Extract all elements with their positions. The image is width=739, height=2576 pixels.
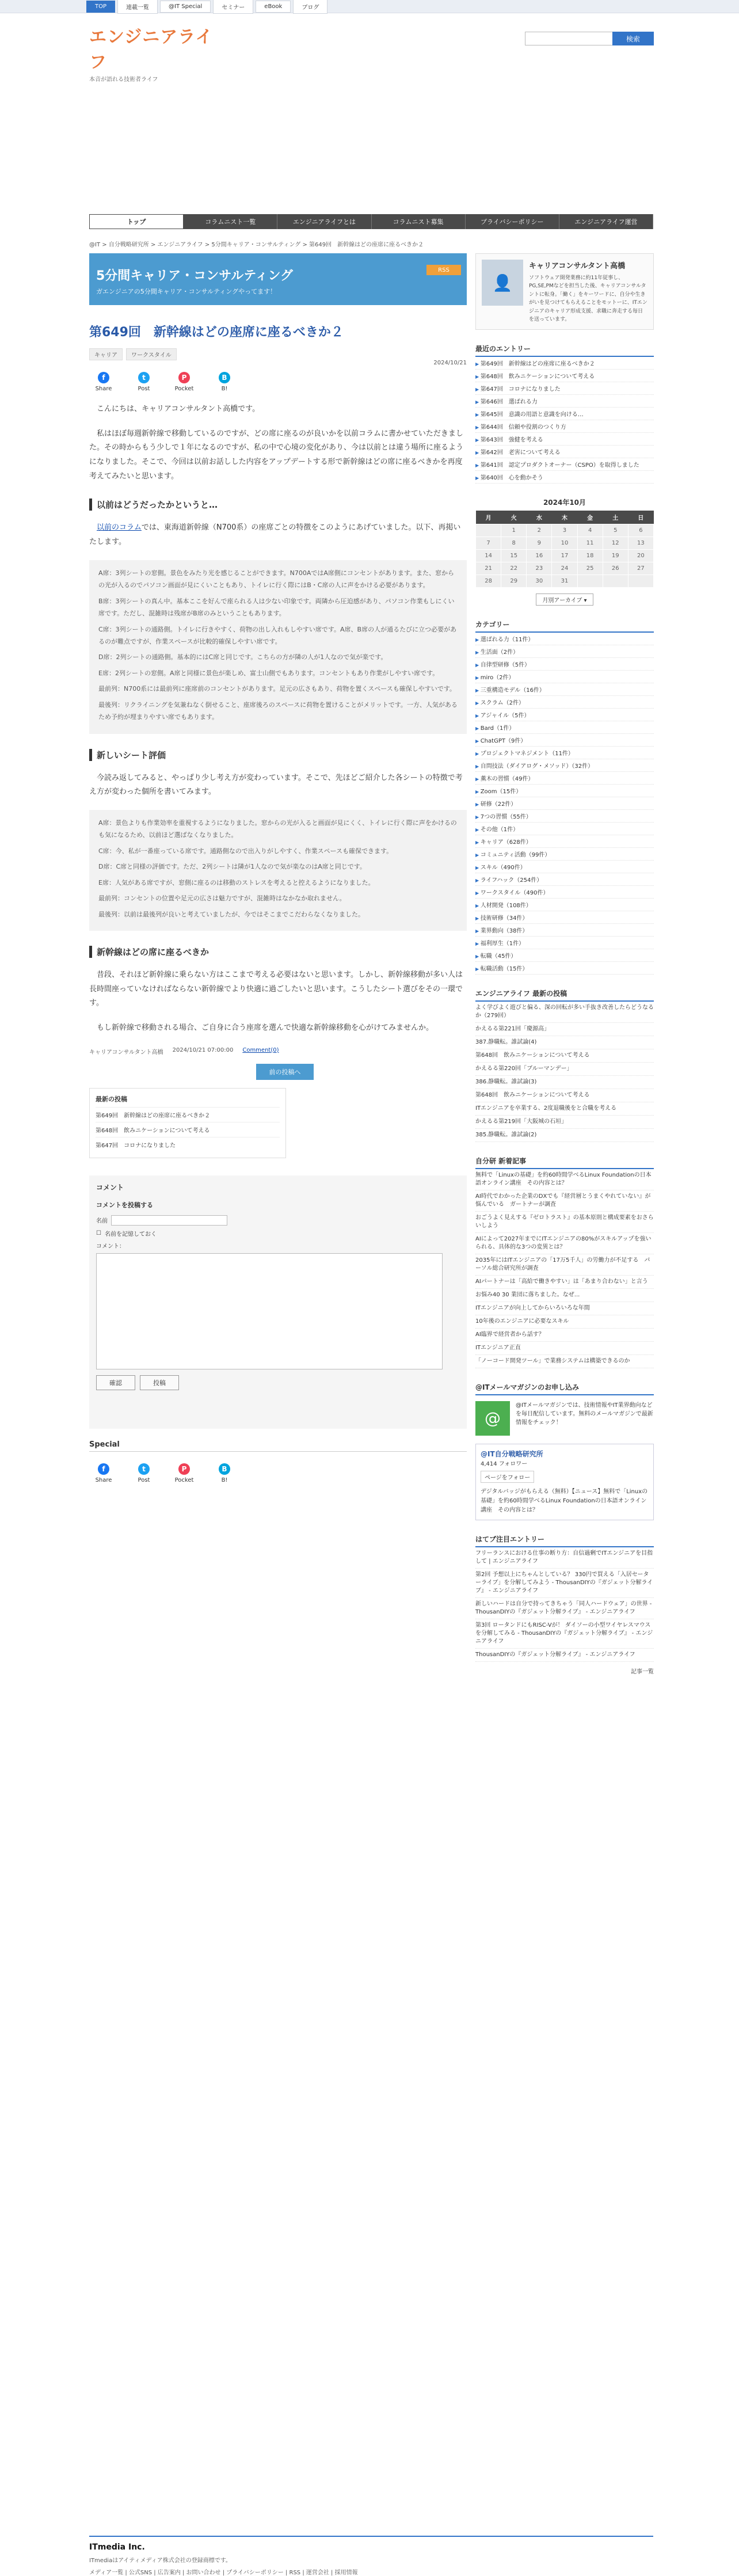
category-title: カテゴリー	[475, 619, 654, 633]
calendar-cell: 22	[501, 562, 527, 575]
article-paragraph: もし新幹線で移動される場合、ご自身に合う座席を選んで快適な新幹線移動を心がけてみませんか。	[97, 1023, 434, 1033]
latest-post-link[interactable]: 第648回 飲みニケーションについて考える	[475, 1089, 654, 1102]
recent-entry-link[interactable]: ▶ 第641回 認定プロダクトオーナー（CSPO）を取得しました	[475, 458, 654, 471]
new-articles-title: 自分研 新着記事	[475, 1156, 654, 1169]
footer-links[interactable]: メディア一覧 | 公式SNS | 広告案内 | お問い合わせ | プライバシーポリシー | RSS | 運営会社 | 採用情報	[89, 2570, 358, 2576]
pocket-share[interactable]	[170, 1463, 199, 1483]
category-link[interactable]: ▶ ライフハック（254件）	[475, 873, 654, 886]
category-link[interactable]: ▶ 技術研修（34件）	[475, 911, 654, 924]
calendar-cell	[577, 575, 603, 588]
category-link[interactable]: ▶ 業界動向（38件）	[475, 924, 654, 937]
meta-date: 2024/10/21 07:00:00	[172, 1047, 234, 1053]
hatena-entry-link[interactable]: 新しいハードは自分で持ってきちゃう「同人ハードウェア」の世界 - ThousanDIYの『ガジェット分解ライブ』 - エンジニアライフ	[475, 1598, 654, 1619]
article-tags	[89, 348, 467, 360]
fb-followers: 4,414 フォロワー	[481, 1461, 528, 1468]
remember-row	[96, 1229, 460, 1238]
fb-follow-button[interactable]: ページをフォロー	[481, 1471, 534, 1483]
x-share[interactable]	[129, 372, 158, 392]
calendar-cell	[476, 524, 501, 537]
seat-evaluation: A席：景色よりも作業効率を重視するようになりました。窓からの光が入ると画面が見にくく、トイレに行く際に声をかけるのも気になるため、以前ほど選ばなくなりました。	[98, 819, 457, 839]
hatena-share[interactable]	[210, 372, 239, 392]
article-meta	[89, 1047, 467, 1056]
seat-description: B席：3列シートの真ん中。基本ここを好んで座られる人は少ない印象です。両隣から圧迫感があり、パソコン作業もしにくい席です。ただし、混雑時は残席がB席のみということもあります。	[98, 597, 455, 618]
category-link[interactable]: ▶ 自問技法（ダイアログ・メソッド）（32件）	[475, 759, 654, 772]
x-share-label: Post	[138, 386, 150, 392]
mail-icon: @	[475, 1401, 510, 1436]
column-banner	[89, 253, 467, 305]
top-nav-item-series[interactable]: 連載一覧	[117, 0, 158, 14]
seat-evaluation: 最後列：以前は最後列が良いと考えていましたが、今ではそこまでこだわらなくなりました。	[98, 910, 364, 918]
hatena-icon: B	[219, 1463, 230, 1475]
calendar-cell: 31	[552, 575, 577, 588]
seat-description: C席：3列シートの通路側。トイレに行きやすく、荷物の出し入れもしやすい席です。A席、B席の人が通るたびに立つ必要があるのが難点ですが、作業スペースが比較的確保しやすい席です。	[98, 625, 457, 645]
section-heading: 以前はどうだったかというと…	[89, 499, 467, 511]
pocket-share[interactable]	[170, 372, 199, 392]
top-nav-bar	[0, 0, 739, 13]
chevron-down-icon: ▾	[584, 598, 587, 604]
new-article-link[interactable]: 「ノーコード開発ツール」で業務システムは構築できるのか	[475, 1355, 654, 1368]
tag-workstyle[interactable]: ワークスタイル	[126, 348, 177, 360]
hatena-share[interactable]	[210, 1463, 239, 1483]
fb-page-name[interactable]: @IT自分戦略研究所	[481, 1450, 543, 1459]
seat-evaluation: 最前列：コンセントの位置や足元の広さは魅力ですが、混雑時はなかなか取れません。	[98, 895, 346, 903]
mail-magazine-box[interactable]	[475, 1401, 654, 1436]
category-link[interactable]: ▶ スクラム（2件）	[475, 696, 654, 709]
global-nav	[89, 214, 653, 229]
calendar-table	[475, 511, 654, 588]
category-link[interactable]: ▶ 生活面（2件）	[475, 645, 654, 658]
x-icon: t	[138, 372, 150, 383]
hatena-entry-link[interactable]: 第3回 ロータンドにもRISC-Vが！ ダイソーの小型ワイヤレスマウスを分解してみる - ThousanDIYの『ガジェット分解ライブ』 - エンジニアライフ	[475, 1619, 654, 1649]
recent-entry-link[interactable]: ▶ 第646回 選ばれる力	[475, 395, 654, 408]
calendar-cell: 8	[501, 537, 527, 550]
tag-career[interactable]: キャリア	[89, 348, 123, 360]
gnav-item-operation[interactable]: エンジニアライフ運営	[559, 214, 653, 229]
sidebar	[475, 253, 654, 1675]
new-article-link[interactable]: ITエンジニアが向上してからいろいろな年間	[475, 1302, 654, 1315]
calendar-cell: 15	[501, 550, 527, 562]
banner-title[interactable]: 5分間キャリア・コンサルティング	[96, 269, 294, 283]
hatena-entry-link[interactable]: 第2回 予想以上にちゃんとしている？ 330円で買える「入居セーターライブ」を分解してみよう - ThousanDIYの『ガジェット分解ライブ』 - エンジニアライフ	[475, 1569, 654, 1598]
comment-label: コメント：	[96, 1243, 125, 1250]
confirm-button[interactable]: 確認	[96, 1375, 135, 1390]
category-link[interactable]: ▶ ワークスタイル（490件）	[475, 886, 654, 899]
new-article-link[interactable]: AIパートナーは「高給で働きやすい」は「あまり合わない」と言う	[475, 1276, 654, 1289]
calendar-cell: 3	[552, 524, 577, 537]
calendar-cell: 25	[577, 562, 603, 575]
gnav-item-top[interactable]: トップ	[89, 214, 184, 229]
new-article-link[interactable]: AIによって2027年までにITエンジニアの80%がスキルアップを強いられる、具体的な3つの変異とは？	[475, 1233, 654, 1254]
section-heading: 新幹線はどの席に座るべきか	[89, 946, 467, 958]
special-heading: Special	[89, 1440, 467, 1452]
calendar-cell	[603, 575, 628, 588]
calendar-cell: 12	[603, 537, 628, 550]
calendar-cell: 11	[577, 537, 603, 550]
calendar-cell: 24	[552, 562, 577, 575]
article-paragraph: 今読み返してみると、やっぱり少し考え方が変わっています。そこで、先ほどご紹介した各シートの特徴で考え方が変わった個所を書いてみます。	[89, 773, 463, 797]
latest-post-link[interactable]: 385.静職転。誰試論(2)	[475, 1129, 654, 1142]
calendar-cell: 18	[577, 550, 603, 562]
author-avatar: 👤	[482, 260, 523, 306]
new-article-link[interactable]: 無料で「Linuxの基礎」を約60時間学べるLinux Foundationの日本語オンライン講座 その内容とは？	[475, 1169, 654, 1190]
hatena-entry-link[interactable]: ThousanDIYの『ガジェット分解ライブ』 - エンジニアライフ	[475, 1649, 654, 1662]
remember-label: 名前を記憶しておく	[104, 1231, 157, 1238]
hatena-hot-title: はてブ注目エントリー	[475, 1534, 654, 1547]
article-paragraph: こんにちは、キャリアコンサルタント高橋です。	[97, 405, 260, 413]
recent-post-link[interactable]: 第648回 飲みニケーションについて考える	[96, 1122, 280, 1137]
top-nav-item-blog[interactable]: ブログ	[293, 0, 327, 14]
calendar	[475, 497, 654, 606]
comment-section	[89, 1175, 467, 1429]
facebook-icon: f	[98, 372, 109, 383]
latest-post-link[interactable]: よく学びよく遊びと偏る、深の回転が多い手抜き改善したらどうなるか（279回）	[475, 1002, 654, 1023]
category-link[interactable]: ▶ 人材開発（108件）	[475, 899, 654, 911]
calendar-cell: 26	[603, 562, 628, 575]
new-article-link[interactable]: AI臨界で経営者から話す？	[475, 1329, 654, 1342]
main-content	[89, 253, 467, 1483]
category-link[interactable]: ▶ 転職（45件）	[475, 949, 654, 962]
hatena-icon: B	[219, 372, 230, 383]
post-button[interactable]: 投稿	[140, 1375, 179, 1390]
remember-checkbox[interactable]: ☐	[96, 1230, 101, 1236]
category-link[interactable]: ▶ プロジェクトマネジメント（11件）	[475, 747, 654, 759]
latest-posts-title: エンジニアライフ 最新の投稿	[475, 988, 654, 1002]
facebook-widget	[475, 1444, 654, 1520]
facebook-share-label: Share	[95, 386, 112, 392]
comment-form-title: コメントを投稿する	[96, 1201, 153, 1209]
paragraph-text: では、東海道新幹線（N700系）の座席ごとの特徴をこのようにあげていました。以下、再掲いたします。	[89, 523, 461, 547]
x-share[interactable]	[129, 1463, 158, 1483]
gnav-item-columnists[interactable]: コラムニスト一覧	[184, 214, 277, 229]
archive-select-label: 月別アーカイブ	[542, 598, 582, 604]
calendar-day-header: 日	[628, 511, 653, 524]
recent-entry-link[interactable]: ▶ 第640回 心を動かそう	[475, 471, 654, 484]
recent-entry-link[interactable]: ▶ 第647回 コロナになりました	[475, 382, 654, 395]
category-link[interactable]: ▶ 7つの習慣（55件）	[475, 810, 654, 823]
category-link[interactable]: ▶ miro（2件）	[475, 671, 654, 683]
latest-post-link[interactable]: かえるる第219回「大阪城の石垣」	[475, 1116, 654, 1129]
facebook-share-label: Share	[95, 1477, 112, 1483]
recent-post-link[interactable]: 第647回 コロナになりました	[96, 1137, 280, 1152]
calendar-cell[interactable]: 21	[476, 562, 501, 575]
calendar-cell: 1	[501, 524, 527, 537]
category-link[interactable]: ▶ キャリア（628件）	[475, 835, 654, 848]
archive-select[interactable]	[536, 593, 593, 606]
category-link[interactable]: ▶ 研修（22件）	[475, 797, 654, 810]
recent-posts-title: 最新の投稿	[96, 1095, 127, 1103]
section-heading: 新しいシート評価	[89, 749, 467, 761]
new-article-link[interactable]: お悩み40 30 業団に落ちました。なぜ...	[475, 1289, 654, 1302]
site-header	[0, 13, 739, 83]
latest-post-link[interactable]: かえるる第220回「ブルーマンデー」	[475, 1063, 654, 1076]
banner-subtitle: ガエンジニアの5分間キャリア・コンサルティングやってます！	[96, 288, 277, 295]
pocket-icon: P	[178, 1463, 190, 1475]
footer-brand[interactable]: ITmedia Inc.	[89, 2543, 145, 2552]
facebook-share[interactable]	[89, 372, 118, 392]
calendar-day-header: 金	[577, 511, 603, 524]
new-article-link[interactable]: 2035年にはITエンジニアの「17万5千人」の労働力が不足する パーソル総合研究所が調査	[475, 1254, 654, 1276]
hatena-share-label: B!	[221, 1477, 228, 1483]
calendar-day-header: 木	[552, 511, 577, 524]
category-link[interactable]: ▶ 選ばれる力（11件）	[475, 633, 654, 645]
category-link[interactable]: ▶ 自律型研修（5件）	[475, 658, 654, 671]
category-link[interactable]: ▶ Bard（1件）	[475, 721, 654, 734]
author-description: ソフトウェア開発業務に約11年従事し、PG,SE,PMなどを担当した後、キャリアコンサルタントに転身。「働く」をキーワードに、自分や生きがいを見つけてもらえることをモットーに、ITエンジニアのキャリア形成支援、求職に奔走する毎日を送っています。	[529, 275, 647, 322]
calendar-cell: 19	[603, 550, 628, 562]
seat-description: D席：2列シートの通路側。基本的にはC席と同じです。こちらの方が隣の人が1人なので気が楽です。	[98, 653, 387, 661]
gnav-item-about[interactable]: エンジニアライフとは	[277, 214, 371, 229]
x-share-label: Post	[138, 1477, 150, 1483]
calendar-cell: 6	[628, 524, 653, 537]
calendar-cell: 20	[628, 550, 653, 562]
new-article-link[interactable]: 10年後のエンジニアに必要なスキル	[475, 1315, 654, 1329]
category-link[interactable]: ▶ その他（1件）	[475, 823, 654, 835]
share-bar	[89, 372, 467, 392]
article-title: 第649回 新幹線はどの座席に座るべきか２	[89, 325, 344, 340]
calendar-title: 2024年10月	[543, 499, 586, 507]
new-article-link[interactable]: おごうよく見えする『ゼロトラスト』の基本原則と構成要素をおさらいしよう	[475, 1212, 654, 1233]
latest-post-link[interactable]: ITエンジニアを卒業する、2度退職後をと合職を考える	[475, 1102, 654, 1116]
new-article-link[interactable]: AI時代でわかった企業のDXでも『経営層とうまくやれていない』が悩んでいる ガートナーが調査	[475, 1190, 654, 1212]
latest-post-link[interactable]: かえるる第221回「慶源高」	[475, 1023, 654, 1036]
comment-textarea[interactable]	[96, 1253, 443, 1369]
calendar-cell: 9	[527, 537, 552, 550]
calendar-cell: 7	[476, 537, 501, 550]
calendar-day-header: 土	[603, 511, 628, 524]
fb-post-text: デジタルバッジがもらえる（無料）【ニュース】無料で「Linuxの基礎」を約60時間学べるLinux Foundationの日本語オンライン講座 その内容とは？	[481, 1489, 648, 1514]
top-nav-item-top[interactable]: TOP	[86, 1, 115, 13]
logo-tagline: 本音が語れる技術者ライフ	[89, 77, 158, 83]
logo-brand: エンジニアライフ	[89, 27, 214, 73]
gnav-item-privacy[interactable]: プライバシーポリシー	[466, 214, 559, 229]
breadcrumb[interactable]: @IT > 自分戦略研究所 > エンジニアライフ > 5分間キャリア・コンサルティング > 第649回 新幹線はどの座席に座るべきか２	[89, 242, 424, 248]
latest-post-link[interactable]: 386.静職転。誰試論(3)	[475, 1076, 654, 1089]
rss-button[interactable]: RSS	[426, 265, 461, 275]
recent-entries-title: 最近のエントリー	[475, 344, 654, 357]
calendar-day-header: 水	[527, 511, 552, 524]
seat-evaluation: D席：C席と同様の評価です。ただ、2列シートは隣が1人なので気が楽なのはA席と同じです。	[98, 863, 366, 871]
name-label: 名前	[96, 1218, 108, 1225]
recent-entry-link[interactable]: ▶ 第644回 信頼や役割のつくり方	[475, 420, 654, 433]
calendar-cell: 16	[527, 550, 552, 562]
mail-magazine-text: @ITメールマガジンでは、技術情報やIT業界動向などを毎日配信しています。無料のメールマガジンで最新情報をチェック！	[516, 1402, 653, 1426]
calendar-cell: 23	[527, 562, 552, 575]
calendar-cell: 17	[552, 550, 577, 562]
calendar-cell: 13	[628, 537, 653, 550]
gnav-item-recruit[interactable]: コラムニスト募集	[372, 214, 466, 229]
category-link[interactable]: ▶ 薫木の習慣（49件）	[475, 772, 654, 785]
name-input[interactable]	[111, 1215, 227, 1226]
calendar-cell: 5	[603, 524, 628, 537]
article-date: 2024/10/21	[433, 360, 467, 366]
search-button[interactable]: 検索	[612, 32, 654, 45]
latest-post-link[interactable]: 387.静職転。誰試論(4)	[475, 1036, 654, 1049]
category-link[interactable]: ▶ Zoom（15件）	[475, 785, 654, 797]
seat-description: A席：3列シートの窓側。景色をみたり光を感じることができます。N700AではA席側にコンセントがあります。また、窓からの光が入るのでパソコン画面が見にくいこともあり、トイレに行く際にはB・C席の人に声をかける必要があります。	[98, 569, 455, 589]
category-link[interactable]: ▶ 福利厚生（1件）	[475, 937, 654, 949]
calendar-day-header: 月	[476, 511, 501, 524]
calendar-cell: 30	[527, 575, 552, 588]
previous-post-button[interactable]: 前の投稿へ	[256, 1064, 314, 1080]
comment-buttons	[96, 1375, 460, 1390]
meta-author[interactable]: キャリアコンサルタント高橋	[89, 1049, 163, 1056]
bottom-share-bar	[89, 1463, 467, 1483]
calendar-cell: 2	[527, 524, 552, 537]
name-field-row	[96, 1215, 460, 1226]
site-logo[interactable]	[89, 22, 216, 83]
mail-magazine-title: @ITメールマガジンのお申し込み	[475, 1382, 654, 1395]
quote-box	[89, 810, 467, 931]
new-article-link[interactable]: ITエンジニア正直	[475, 1342, 654, 1355]
category-link[interactable]: ▶ コミュニティ活動（99件）	[475, 848, 654, 861]
seat-evaluation: C席：今、私が一番座っている席です。通路側なので出入りがしやすく、作業スペースも確保できます。	[98, 847, 393, 855]
top-nav-item-ebook[interactable]: eBook	[256, 1, 291, 13]
author-profile	[475, 253, 654, 330]
site-footer	[89, 2536, 653, 2576]
latest-post-link[interactable]: 第648回 飲みニケーションについて考える	[475, 1049, 654, 1063]
quote-box	[89, 560, 467, 734]
seat-description: E席：2列シートの窓側。A席と同様に景色が楽しめ、富士山側でもあります。コンセントもあり作業がしやすい席です。	[98, 669, 439, 677]
seat-evaluation: E席：人気がある席ですが、窓側に座るのは移動のストレスを考えると控えるようになりました。	[98, 878, 375, 886]
footer-text: ITmediaはアイティメディア株式会社の登録商標です。	[89, 2558, 231, 2564]
category-link[interactable]: ▶ 三重構造モデル（16件）	[475, 683, 654, 696]
seat-description: 最後列：リクライニングを気兼ねなく倒せること、座席後ろのスペースに荷物を置けることがメリットです。一方、人気があるため予約が埋まりやすい席でもあります。	[98, 701, 458, 721]
meta-comment-link[interactable]: Comment(0)	[242, 1047, 279, 1053]
calendar-cell[interactable]: 14	[476, 550, 501, 562]
pocket-share-label: Pocket	[174, 386, 194, 392]
calendar-day-header: 火	[501, 511, 527, 524]
recent-entry-link[interactable]: ▶ 第649回 新幹線はどの座席に座るべきか２	[475, 357, 654, 370]
facebook-share[interactable]	[89, 1463, 118, 1483]
pocket-icon: P	[178, 372, 190, 383]
facebook-icon: f	[98, 1463, 109, 1475]
article-paragraph	[89, 521, 467, 549]
recent-entry-link[interactable]: ▶ 第648回 飲みニケーションについて考える	[475, 370, 654, 382]
x-icon: t	[138, 1463, 150, 1475]
recent-post-link[interactable]: 第649回 新幹線はどの座席に座るべきか２	[96, 1107, 280, 1122]
top-nav-item-special[interactable]: @IT Special	[160, 1, 211, 13]
previous-column-link[interactable]: 以前のコラム	[97, 523, 142, 532]
calendar-cell: 29	[501, 575, 527, 588]
category-link[interactable]: ▶ スキル（490件）	[475, 861, 654, 873]
category-link[interactable]: ▶ 転職活動（15件）	[475, 962, 654, 975]
hatena-share-label: B!	[221, 386, 228, 392]
calendar-cell: 4	[577, 524, 603, 537]
calendar-cell: 10	[552, 537, 577, 550]
author-name[interactable]: キャリアコンサルタント高橋	[529, 262, 626, 271]
pocket-share-label: Pocket	[174, 1477, 194, 1483]
comment-title: コメント	[96, 1183, 124, 1192]
seat-description: 最前列：N700系には最前列に座席前のコンセントがあります。足元の広さもあり、荷物を置くスペースも確保しやすいです。	[98, 685, 456, 693]
more-link[interactable]: 記事一覧	[631, 1669, 654, 1676]
recent-entry-link[interactable]: ▶ 第642回 老害について考える	[475, 446, 654, 458]
top-nav-item-seminar[interactable]: セミナー	[213, 0, 253, 14]
comment-label-row	[96, 1241, 460, 1250]
recent-posts-box	[89, 1088, 286, 1158]
article-paragraph: 昔段、それほど新幹線に乗らない方はここまで考える必要はないと思います。しかし、新幹線移動が多い人は長時間座っていなければならない新幹線でより快適に過ごしたいと思います。こうしたシート選びをその一環です。	[89, 971, 463, 1008]
category-link[interactable]: ▶ ChatGPT（9件）	[475, 734, 654, 747]
calendar-cell: 28	[476, 575, 501, 588]
calendar-cell: 27	[628, 562, 653, 575]
recent-entry-link[interactable]: ▶ 第645回 意識の用語と意識を向ける…	[475, 408, 654, 420]
article-paragraph: 私はほぼ毎週新幹線で移動しているのですが、どの席に座るのが良いかを以前コラムに書かせていただきました。その時からもう少しで１年になるのですが、私の中で心境の変化があり、今は以前とは違う場所に座るようになりました。そこで、今回は以前お話しした内容をアップデートする形で新幹線はどの席に座るべきかを再度考えてみたいと思います。	[89, 429, 464, 481]
hatena-entry-link[interactable]: フリーランスにおける仕事の断り方：自信過剰でITエンジニアを目指して | エンジニアライフ	[475, 1547, 654, 1569]
category-link[interactable]: ▶ アジャイル（5件）	[475, 709, 654, 721]
recent-entry-link[interactable]: ▶ 第643回 強健を考える	[475, 433, 654, 446]
calendar-cell	[628, 575, 653, 588]
